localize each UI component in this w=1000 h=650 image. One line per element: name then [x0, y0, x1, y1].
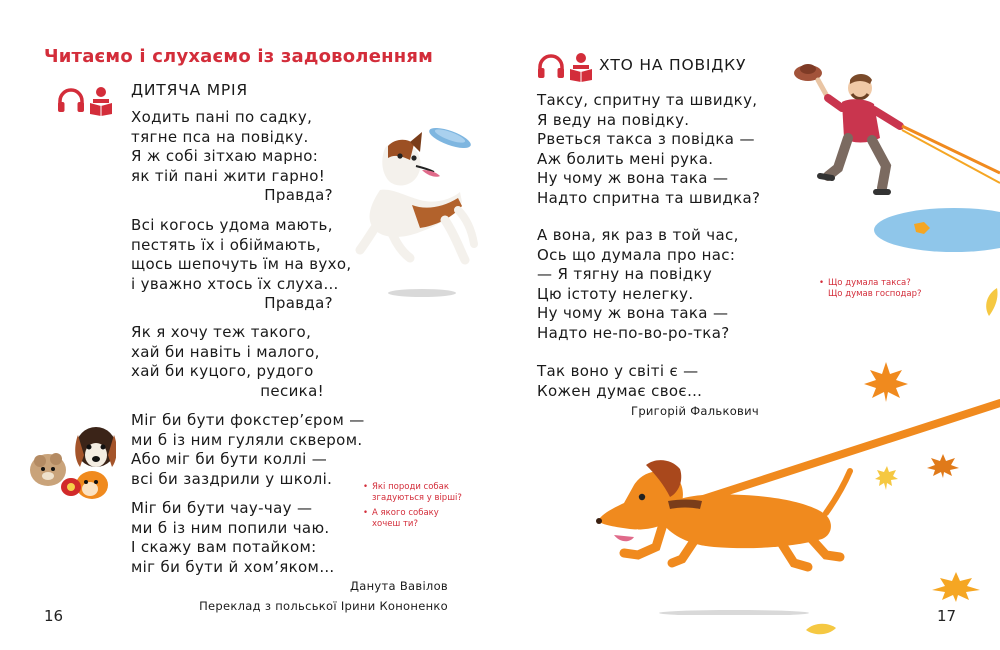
poem-line: Ну чому ж вона така —	[537, 304, 729, 322]
poem-line: всі би заздрили у школі.	[131, 469, 333, 488]
poem-line: міг би бути й хом’яком…	[131, 557, 335, 576]
poem-line: Рветься такса з повідка —	[537, 130, 755, 148]
stanza-r1	[537, 91, 760, 208]
questions-left: • Які породи собак згадуються у вірші? • А якого собаку хочеш ти?	[372, 482, 482, 530]
poem-line: Надто не-по-во-ро-тка?	[537, 323, 730, 342]
poem-line: хай би куцого, рудого	[131, 362, 314, 380]
poem-line: А вона, як раз в той час,	[537, 226, 739, 244]
poem-line: Цю істоту нелегку.	[537, 284, 694, 303]
poem-line: — Я тягну на повідку	[537, 265, 713, 283]
stanza-3	[131, 323, 324, 401]
section-title: Читаємо і слухаємо із задоволенням	[44, 46, 434, 67]
stanza-5	[131, 499, 335, 577]
leaf-icon	[806, 622, 836, 636]
poem-line: Я веду на повідку.	[537, 110, 690, 129]
poem-line: щось шепочуть їм на вухо,	[131, 255, 352, 273]
pets-group-illustration	[26, 425, 116, 507]
poem-line: Міг би бути чау-чау —	[131, 499, 313, 517]
poem-line-refrain: Правда?	[264, 186, 333, 204]
question-line: згадуються у вірші?	[372, 493, 462, 503]
poem-title-leash: ХТО НА ПОВІДКУ	[599, 56, 747, 74]
stanza-2	[131, 216, 352, 314]
poem-title-dream: ДИТЯЧА МРІЯ	[131, 81, 248, 99]
headphones-icon	[538, 56, 564, 78]
page-number-left: 16	[44, 607, 64, 625]
question-line: Які породи собак	[372, 482, 450, 492]
stanza-1	[131, 108, 333, 206]
poem-line: Так воно у світі є —	[537, 362, 699, 380]
leaf-icon	[983, 288, 1000, 318]
poem-line: Я ж собі зітхаю марно:	[131, 147, 319, 165]
poem-line: Як я хочу теж такого,	[131, 323, 312, 341]
poem-line: Всі когось удома мають,	[131, 216, 333, 234]
question-line: А якого собаку	[372, 508, 439, 518]
poem-line: Кожен думає своє…	[537, 381, 703, 400]
page-number-right: 17	[937, 607, 957, 625]
poem-line: і уважно хтось їх слуха…	[131, 274, 339, 293]
poem-line: тягне пса на повідку.	[131, 127, 309, 146]
puddle-illustration	[874, 206, 1000, 254]
poem-line: Ходить пані по садку,	[131, 108, 313, 126]
poem-line-refrain: Правда?	[264, 294, 333, 312]
poem-line: Міг би бути фокстер’єром —	[131, 411, 365, 429]
author-left: Данута Вавілов	[349, 579, 448, 593]
listen-read-icons	[57, 86, 115, 116]
listen-read-icons-right	[537, 52, 595, 82]
stanza-4	[131, 411, 365, 489]
reading-child-icon	[570, 53, 592, 82]
poem-line: Ну чому ж вона така —	[537, 169, 729, 187]
author-right: Григорій Фалькович	[631, 404, 759, 418]
poem-line: І скажу вам потайком:	[131, 538, 317, 556]
poem-line: Надто спритна та швидка?	[537, 188, 761, 207]
question-line: Що думав господар?	[828, 289, 922, 299]
jumping-dog-illustration	[350, 120, 490, 300]
poem-line: ми б із ним гуляли сквером.	[131, 430, 363, 449]
poem-line: песика!	[260, 381, 324, 400]
poem-line: Таксу, спритну та швидку,	[537, 91, 758, 109]
maple-leaf-icon	[930, 570, 982, 602]
translator-credit: Переклад з польської Ірини Кононенко	[199, 599, 448, 613]
poem-line: як тій пані жити гарно!	[131, 166, 326, 185]
poem-line: Або міг би бути коллі —	[131, 450, 328, 468]
poem-line: ми б із ним попили чаю.	[131, 518, 330, 537]
reading-child-icon	[90, 87, 112, 116]
poem-line: пестять їх і обіймають,	[131, 235, 322, 254]
stanza-r2	[537, 226, 739, 343]
question-line: хочеш ти?	[372, 519, 418, 529]
poem-line: Ось що думала про нас:	[537, 245, 736, 264]
poem-line: Аж болить мені рука.	[537, 149, 714, 168]
questions-right: • Що думала такса? Що думав господар?	[828, 278, 948, 300]
headphones-icon	[58, 90, 84, 112]
poem-line: хай би навіть і малого,	[131, 342, 320, 361]
dachshund-illustration	[594, 455, 854, 615]
question-line: Що думала такса?	[828, 278, 911, 288]
